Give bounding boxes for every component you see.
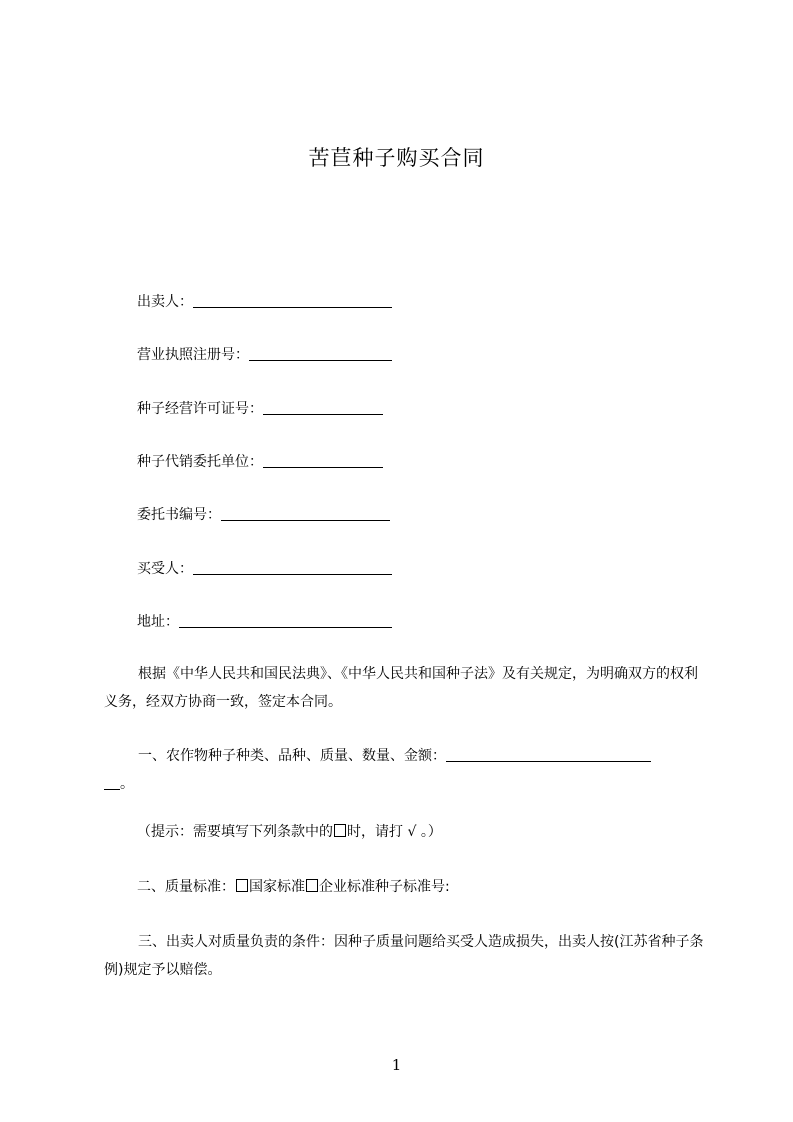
seller-field: [137, 293, 392, 311]
consignor-blank[interactable]: [263, 453, 383, 468]
address-field: [137, 613, 392, 631]
clause-1-blank-continued[interactable]: [104, 775, 120, 790]
buyer-blank[interactable]: [193, 560, 392, 575]
seed-permit-blank[interactable]: [263, 400, 383, 415]
license-number-field: [137, 346, 392, 364]
seed-permit-label: 种子经营许可证号：: [137, 401, 263, 417]
page-number: 1: [391, 1056, 402, 1074]
consignor-field: [137, 453, 383, 471]
address-blank[interactable]: [179, 613, 392, 628]
address-label: 地址：: [137, 614, 179, 630]
buyer-field: [137, 560, 392, 578]
enterprise-standard-checkbox[interactable]: [306, 879, 318, 892]
consignor-label: 种子代销委托单位：: [137, 454, 263, 470]
clause-3-text: 三、出卖人对质量负责的条件：因种子质量问题给买受人造成损失，出卖人按(江苏省种子条例)规定予以赔偿。: [104, 934, 704, 978]
clause-2-label: 二、质量标准：: [137, 879, 235, 895]
entrust-number-blank[interactable]: [221, 506, 390, 521]
clause-1-end: 。: [120, 776, 134, 792]
enterprise-standard-label: 企业标准: [319, 879, 375, 895]
intro-paragraph: [104, 660, 704, 716]
tip-line: [137, 818, 737, 846]
tip-prefix: （提示：需要填写下列条款中的: [137, 824, 333, 840]
seller-blank[interactable]: [193, 293, 392, 308]
seed-permit-field: [137, 400, 383, 418]
intro-text: 根据《中华人民共和国民法典》、《中华人民共和国种子法》及有关规定，为明确双方的权利义务，经双方协商一致，签定本合同。: [104, 666, 698, 710]
entrust-number-field: [137, 506, 390, 524]
clause-1: [104, 742, 704, 798]
license-number-blank[interactable]: [249, 346, 392, 361]
clause-2: [137, 873, 737, 901]
buyer-label: 买受人：: [137, 561, 193, 577]
seller-label: 出卖人：: [137, 294, 193, 310]
document-title: 苦苣种子购买合同: [308, 146, 485, 170]
entrust-number-label: 委托书编号：: [137, 507, 221, 523]
clause-1-label: 一、农作物种子种类、品种、质量、数量、金额：: [138, 748, 446, 764]
clause-3: [104, 928, 704, 984]
tip-suffix: 时，请打 √ 。）: [347, 824, 442, 840]
clause-1-blank[interactable]: [446, 747, 651, 762]
checkbox-example-icon: [334, 824, 346, 837]
standard-number-label: 种子标准号:: [375, 879, 450, 895]
national-standard-label: 国家标准: [249, 879, 305, 895]
national-standard-checkbox[interactable]: [236, 879, 248, 892]
license-number-label: 营业执照注册号：: [137, 347, 249, 363]
